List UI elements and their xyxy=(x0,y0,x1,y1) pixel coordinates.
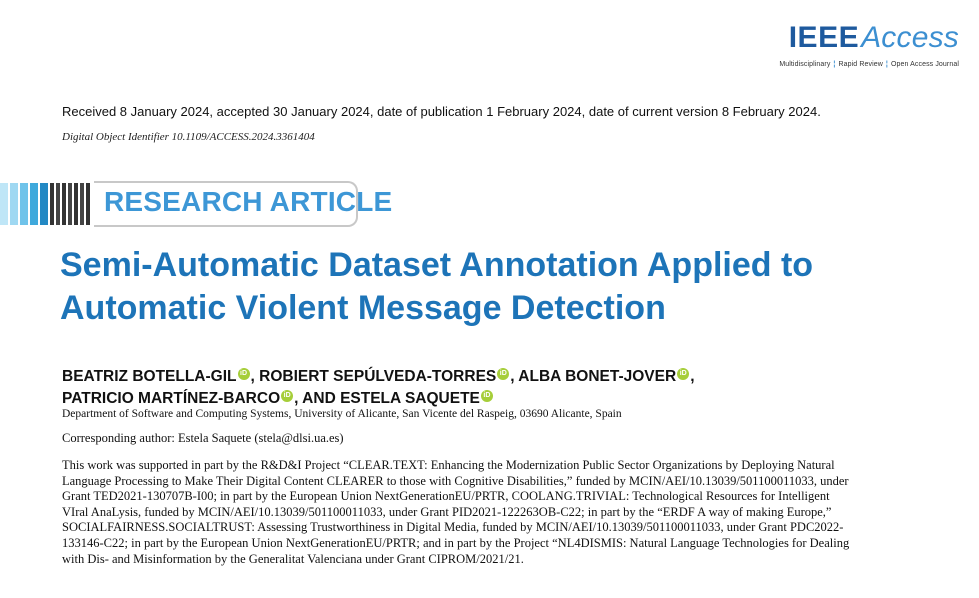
author-separator: , xyxy=(250,368,260,385)
journal-logo xyxy=(779,22,959,68)
orcid-icon[interactable]: iD xyxy=(677,368,689,380)
author-separator: , xyxy=(690,368,695,385)
author-name: ROBIERT SEPÚLVEDA-TORRES xyxy=(259,368,497,385)
author-name: BEATRIZ BOTELLA-GIL xyxy=(62,368,237,385)
orcid-icon[interactable]: iD xyxy=(497,368,509,380)
funding-statement: This work was supported in part by the R&D&I Project “CLEAR.TEXT: Enhancing the Modernization Public Sector Organizations by Deploying Natural Language Processing to Make Their Digital Content CLEARER to those with Cognitive Disabilities,” funded by MCIN/AEI/10.13039/501100011033, under Grant TED2021-130707B-I00; in part by the European Union NextGenerationEU/PRTR, COOLANG.TRIVIAL: Technological Resources for Intelligent VIral AnaLysis, funded by MCIN/AEI/10.13039/501100011033, under Grant PID2021-122263OB-C22; in part by the “ERDF A way of making Europe,” SOCIALFAIRNESS.SOCIALTRUST: Assessing Trustworthiness in Digital Media, funded by MCIN/AEI/10.13039/501100011033, under Grant PDC2022-133146-C22; in part by the European Union NextGenerationEU/PRTR; and in part by the Project “NL4DISMIS: Natural Language Technologies for Dealing with Dis- and Misinformation by the Generalitat Valenciana under Grant CIPROM/2021/21. xyxy=(62,458,850,566)
received-dates: Received 8 January 2024, accepted 30 January 2024, date of publication 1 February 2024, date of current version 8 February 2024. xyxy=(62,104,821,119)
article-type-banner xyxy=(0,181,393,227)
paper-title: Semi-Automatic Dataset Annotation Applied to Automatic Violent Message Detection xyxy=(60,246,814,327)
banner-stripes xyxy=(0,183,92,225)
orcid-icon[interactable]: iD xyxy=(238,368,250,380)
tagline-open-access: Open Access Journal xyxy=(890,61,959,68)
author-name: PATRICIO MARTÍNEZ-BARCO xyxy=(62,390,281,407)
logo-access: Access xyxy=(861,21,959,54)
author-list xyxy=(62,366,782,410)
article-type: RESEARCH ARTICLE xyxy=(104,186,393,217)
logo-ieee: IEEE xyxy=(788,21,860,54)
corresponding-author: Corresponding author: Estela Saquete (stela@dlsi.ua.es) xyxy=(62,431,344,445)
author-name: ESTELA SAQUETE xyxy=(340,390,480,407)
doi-line: Digital Object Identifier 10.1109/ACCESS.2024.3361404 xyxy=(62,131,315,143)
affiliation: Department of Software and Computing Systems, University of Alicante, San Vicente del Raspeig, 03690 Alicante, Spain xyxy=(62,408,622,420)
author-separator: , AND xyxy=(294,390,341,407)
orcid-icon[interactable]: iD xyxy=(281,390,293,402)
author-name: ALBA BONET-JOVER xyxy=(518,368,677,385)
author-separator: , xyxy=(510,368,519,385)
tagline-multidisciplinary: Multidisciplinary xyxy=(779,61,831,68)
orcid-icon[interactable]: iD xyxy=(481,390,493,402)
tagline-rapid-review: Rapid Review xyxy=(838,61,883,68)
logo-tagline: Multidisciplinary ¦ Rapid Review ¦ Open Access Journal xyxy=(779,61,959,68)
